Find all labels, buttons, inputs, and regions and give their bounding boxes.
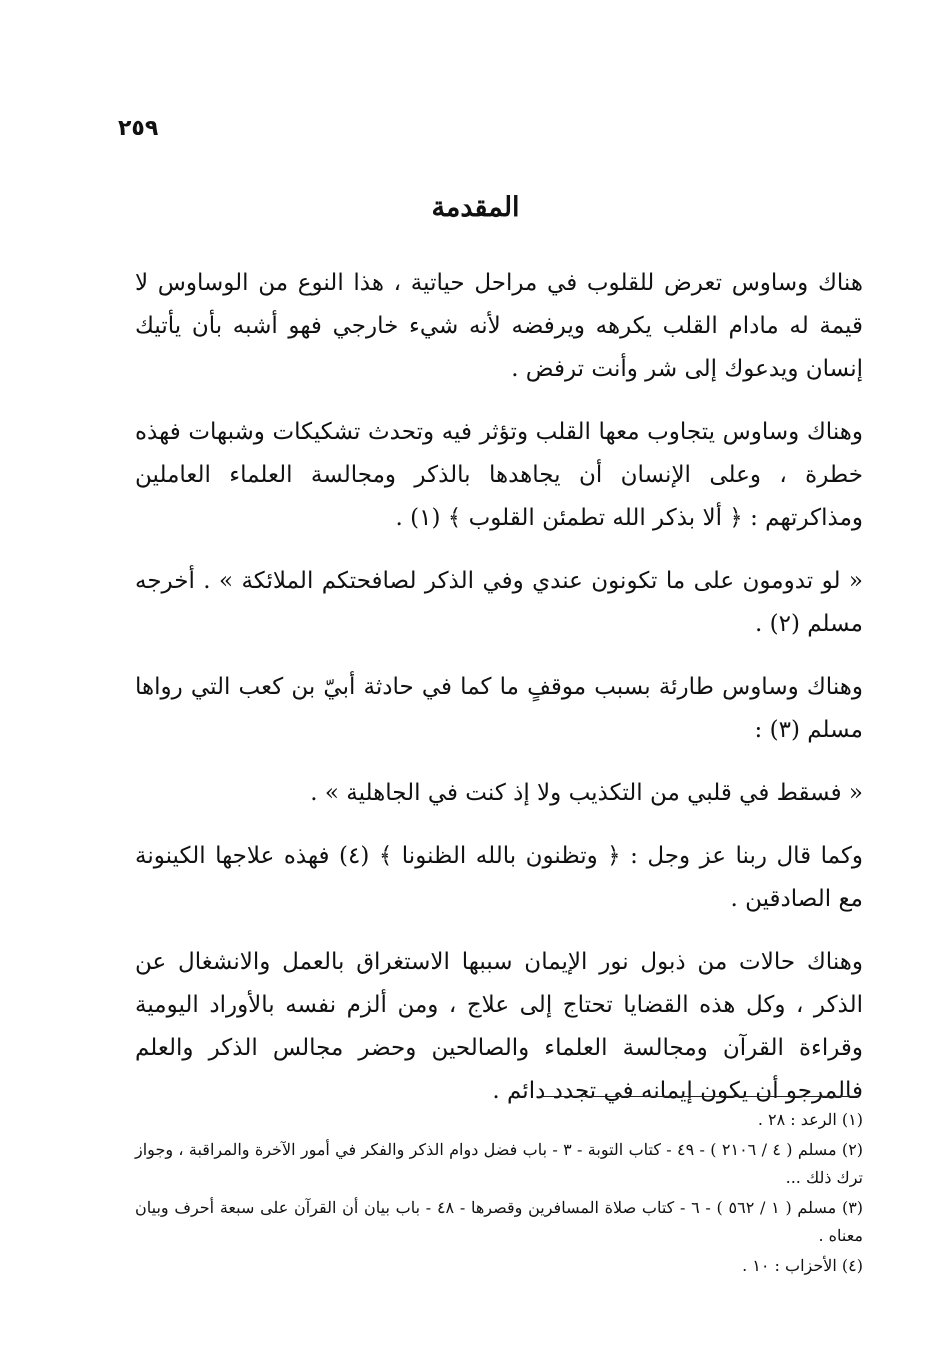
footnote-3: (٣) مسلم ( ١ / ٥٦٢ ) - ٦ - كتاب صلاة المسافرين وقصرها - ٤٨ - باب بيان أن القرآن على سبعة أحرف وبيان معناه .	[135, 1198, 864, 1245]
paragraph-hadith-angels: « لو تدومون على ما تكونون عندي وفي الذكر لصافحتكم الملائكة » . أخرجه مسلم (٢) .	[135, 568, 863, 637]
footnotes-divider	[540, 1096, 858, 1097]
footnote-2: (٢) مسلم ( ٤ / ٢١٠٦ ) - ٤٩ - كتاب التوبة - ٣ - باب فضل دوام الذكر والفكر في أمور الآخرة والمراقبة ، وجواز ترك ذلك ...	[135, 1140, 864, 1187]
page-number: ٢٥٩	[118, 116, 159, 141]
paragraph-hadith-ubayy: « فسقط في قلبي من التكذيب ولا إذ كنت في الجاهلية » .	[310, 780, 863, 806]
paragraph-whispers-intro: هناك وساوس تعرض للقلوب في مراحل حياتية ، هذا النوع من الوساوس لا قيمة له مادام القلب يكرهه ويرفضه لأنه شيء خارجي فهو أشبه بأن يأتيك إنسان ويدعوك إلى شر وأنت ترفض .	[135, 270, 863, 382]
paragraph-sudden-whispers: وهناك وساوس طارئة بسبب موقفٍ ما كما في حادثة أبيّ بن كعب التي رواها مسلم (٣) :	[135, 674, 863, 743]
paragraph-whispers-affecting-heart: وهناك وساوس يتجاوب معها القلب وتؤثر فيه وتحدث تشكيكات وشبهات فهذه خطرة ، وعلى الإنسان أن يجاهدها بالذكر ومجالسة العلماء العاملين ومذاكرتهم : ﴿ ألا بذكر الله تطمئن القلوب ﴾ (١) .	[135, 419, 863, 531]
paragraph-fading-faith: وهناك حالات من ذبول نور الإيمان سببها الاستغراق بالعمل والانشغال عن الذكر ، وكل هذه القضايا تحتاج إلى علاج ، ومن ألزم نفسه بالأوراد اليومية وقراءة القرآن ومجالسة العلماء والصالحين وحضر مجالس الذكر والعلم فالمرجو أن يكون إيمانه في تجدد دائم .	[135, 949, 863, 1104]
paragraph-quran-verse: وكما قال ربنا عز وجل : ﴿ وتظنون بالله الظنونا ﴾ (٤) فهذه علاجها الكينونة مع الصادقين .	[135, 843, 863, 912]
body-text	[135, 262, 863, 1133]
footnotes	[135, 1106, 863, 1282]
footnote-1: (١) الرعد : ٢٨ .	[757, 1110, 863, 1129]
page-title: المقدمة	[431, 192, 520, 223]
footnote-4: (٤) الأحزاب : ١٠ .	[742, 1256, 863, 1275]
